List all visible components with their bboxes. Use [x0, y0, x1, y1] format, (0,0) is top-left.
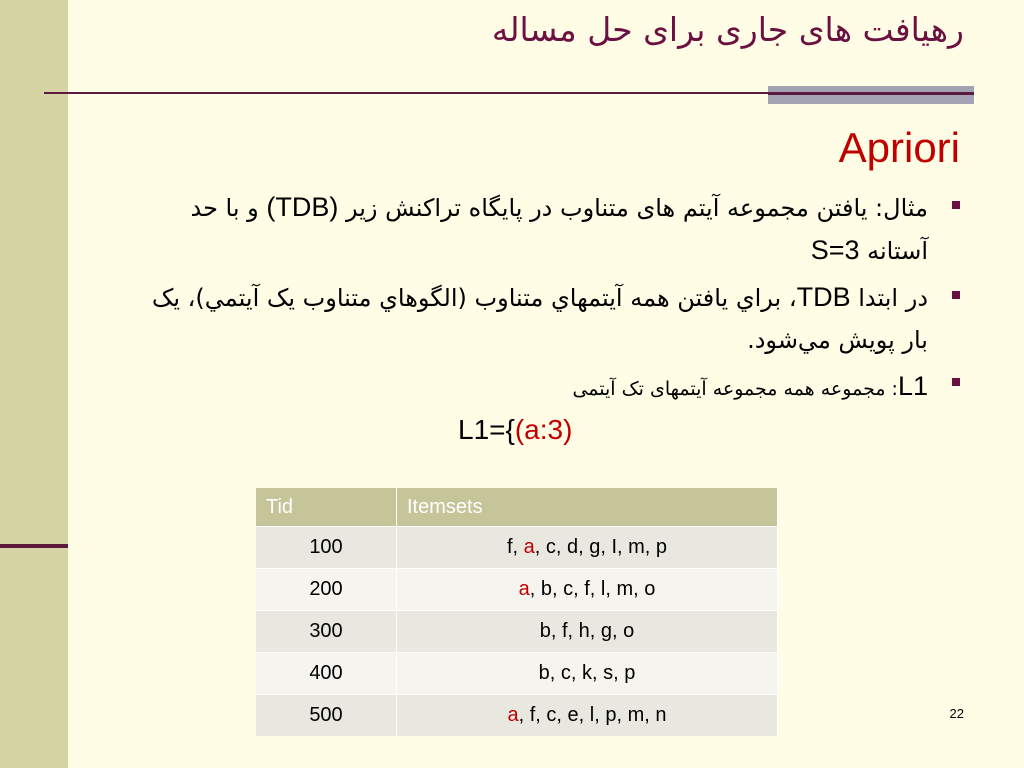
slide-title: رهیافت های جاری برای حل مساله — [491, 10, 964, 49]
bullet-item-example — [130, 186, 960, 272]
cell-itemsets — [397, 527, 778, 569]
cell-itemsets — [397, 569, 778, 611]
itemset-text: , b, c, f, l, m, o — [529, 578, 656, 600]
bullet-text: در ابتدا — [850, 284, 928, 312]
bullet-latin-text: TDB — [796, 282, 851, 312]
table-header-row — [256, 488, 778, 527]
bullet-item-scan — [130, 276, 960, 361]
table-row — [256, 695, 778, 737]
bullet-latin-text: (TDB) — [266, 192, 339, 222]
itemset-text: , c, d, g, I, m, p — [534, 536, 668, 558]
column-header-itemsets: Itemsets — [397, 488, 778, 527]
left-bar-divider — [0, 544, 68, 548]
transaction-table — [256, 488, 778, 736]
table-row — [256, 611, 778, 653]
itemset-text: b, f, h, g, o — [539, 620, 635, 642]
bullet-square-icon — [952, 291, 960, 299]
l1-prefix: L1={ — [458, 414, 515, 445]
title-divider-accent — [768, 86, 974, 104]
itemset-text: b, c, k, s, p — [538, 662, 636, 684]
cell-itemsets — [397, 611, 778, 653]
table-row — [256, 569, 778, 611]
table-row — [256, 527, 778, 569]
bullet-text: : مجموعه همه مجموعه آیتمهای تک آیتمی — [572, 378, 898, 400]
itemset-text: , f, c, e, l, p, m, n — [518, 704, 667, 726]
l1-set-line — [458, 414, 572, 446]
bullet-item-l1 — [130, 365, 960, 410]
bullet-text: مثال: یافتن مجموعه آیتم های متناوب در پایگاه تراکنش زیر — [338, 194, 928, 222]
bullet-list — [130, 186, 960, 414]
l1-highlight: (a:3) — [514, 414, 573, 445]
column-header-tid: Tid — [256, 488, 397, 527]
left-decorative-bar — [0, 0, 68, 768]
cell-itemsets — [397, 653, 778, 695]
itemset-highlight: a — [507, 704, 519, 726]
slide-heading: Apriori — [838, 124, 960, 171]
page-number: 22 — [949, 706, 964, 721]
cell-tid: 500 — [256, 695, 397, 737]
bullet-square-icon — [952, 378, 960, 386]
cell-tid: 400 — [256, 653, 397, 695]
cell-tid: 200 — [256, 569, 397, 611]
bullet-square-icon — [952, 201, 960, 209]
itemset-highlight: a — [518, 578, 530, 600]
title-divider-accent-line — [768, 92, 974, 95]
bullet-text: ، براي يافتن همه آيتمهاي متناوب (الگوهاي متناوب يک آيتمي)، يک بار پويش مي‌شود. — [151, 284, 928, 354]
cell-itemsets — [397, 695, 778, 737]
cell-tid: 100 — [256, 527, 397, 569]
bullet-text: و با حد آستانه — [190, 194, 928, 265]
bullet-latin-text: S=3 — [810, 235, 860, 265]
cell-tid: 300 — [256, 611, 397, 653]
itemset-text: f, — [506, 536, 524, 558]
bullet-latin-text: L1 — [897, 371, 928, 401]
table-row — [256, 653, 778, 695]
itemset-highlight: a — [523, 536, 535, 558]
